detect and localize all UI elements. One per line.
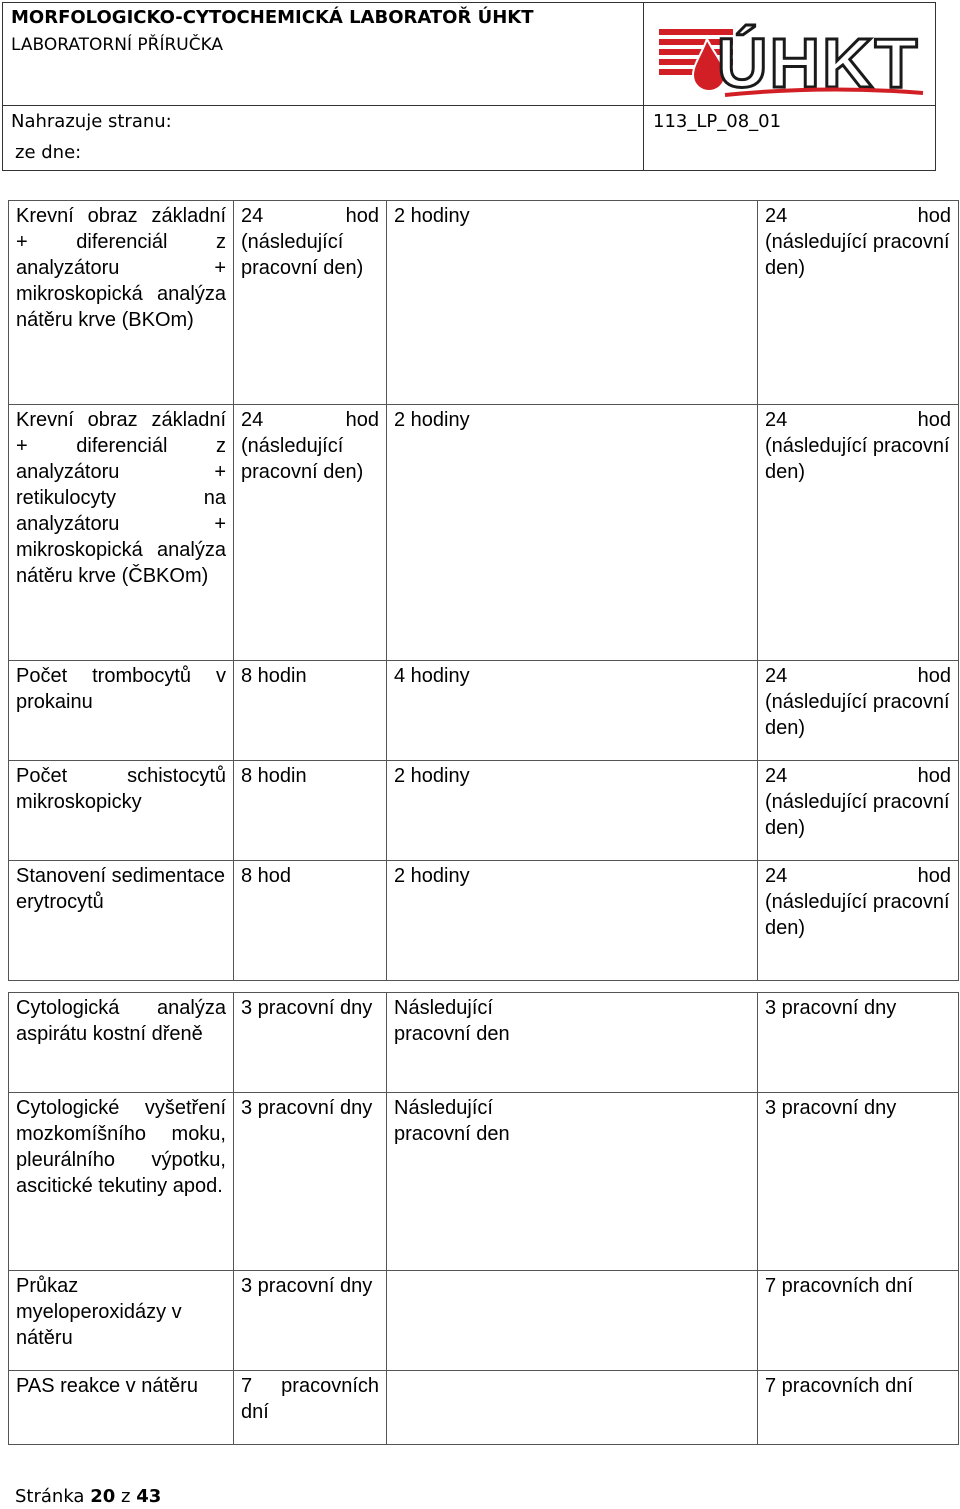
tat-note: (následující pracovní den) (241, 231, 364, 279)
result-unit: hod (917, 765, 951, 787)
turnaround-table (8, 200, 959, 1445)
logo-lettering: ÚHKT (717, 24, 920, 101)
tat-hours: 24 (241, 409, 264, 431)
table-row (9, 405, 959, 661)
tat-cell: 3 pracovní dny (234, 993, 387, 1093)
result-tat-cell: 3 pracovní dny (758, 1093, 959, 1271)
page-number: 20 (90, 1486, 116, 1507)
test-name-cell: Počet trombocytů v prokainu (9, 661, 234, 761)
table-row (9, 661, 959, 761)
result-hours: 24 (765, 665, 788, 687)
test-name-cell: Krevní obraz základní + diferenciál z analyzátoru + mikroskopická analýza nátěru krve (BKOm) (9, 201, 234, 405)
of-label: z (121, 1486, 131, 1507)
urgent-tat-cell: 4 hodiny (387, 661, 758, 761)
tat-unit: hod (345, 205, 379, 227)
tat-cell: 7 pracovních dní (234, 1371, 387, 1445)
result-tat-cell (758, 761, 959, 861)
tat-cell: 3 pracovní dny (234, 1093, 387, 1271)
test-name-cell: Krevní obraz základní + diferenciál z analyzátoru + retikulocyty na analyzátoru + mikroskopická analýza nátěru krve (ČBKOm) (9, 405, 234, 661)
table-row (9, 761, 959, 861)
table-row (9, 993, 959, 1093)
urgent-tat-cell (387, 1371, 758, 1445)
urgent-tat-cell (387, 1093, 758, 1271)
result-hours: 24 (765, 205, 788, 227)
tat-hours: 24 (241, 205, 264, 227)
doc-code: 113_LP_08_01 (653, 111, 782, 132)
result-hours: 24 (765, 865, 788, 887)
lab-name: MORFOLOGICKO-CYTOCHEMICKÁ LABORATOŘ ÚHKT (11, 7, 534, 28)
urgent-tat-cell (387, 1271, 758, 1371)
tat-cell: 8 hod (234, 861, 387, 981)
table-row (9, 1371, 959, 1445)
date-label: ze dne: (15, 142, 82, 163)
result-hours: 24 (765, 409, 788, 431)
test-name-cell: Cytologické vyšetření mozkomíšního moku, pleurálního výpotku, ascitické tekutiny apod. (9, 1093, 234, 1271)
table-row (9, 1093, 959, 1271)
result-note: (následující pracovní den) (765, 691, 950, 739)
test-name-cell: Průkaz myeloperoxidázy v nátěru (9, 1271, 234, 1371)
header-divider-horizontal (3, 105, 935, 106)
result-tat-cell (758, 661, 959, 761)
page-footer (15, 1486, 161, 1507)
result-note: (následující pracovní den) (765, 231, 950, 279)
page-total: 43 (136, 1486, 162, 1507)
result-tat-cell (758, 201, 959, 405)
table-row (9, 861, 959, 981)
urgent-tat-cell: 2 hodiny (387, 761, 758, 861)
result-tat-cell (758, 861, 959, 981)
manual-title: LABORATORNÍ PŘÍRUČKA (11, 35, 224, 55)
result-note: (následující pracovní den) (765, 791, 950, 839)
urgent-tat-cell: 2 hodiny (387, 861, 758, 981)
test-name-cell: Cytologická analýza aspirátu kostní dřeně (9, 993, 234, 1093)
result-tat-cell: 3 pracovní dny (758, 993, 959, 1093)
tat-cell (234, 201, 387, 405)
tat-cell: 8 hodin (234, 761, 387, 861)
result-note: (následující pracovní den) (765, 435, 950, 483)
result-unit: hod (917, 665, 951, 687)
result-note: (následující pracovní den) (765, 891, 950, 939)
uhkt-logo (655, 15, 931, 101)
tat-cell: 3 pracovní dny (234, 1271, 387, 1371)
urgent-tat-text: Následující pracovní den (394, 1097, 510, 1145)
tat-unit: hod (345, 409, 379, 431)
test-name-cell: Stanovení sedimentace erytrocytů (9, 861, 234, 981)
result-unit: hod (917, 409, 951, 431)
table-section-gap (9, 981, 959, 993)
tat-cell (234, 405, 387, 661)
table-row (9, 1271, 959, 1371)
replaces-label: Nahrazuje stranu: (11, 111, 172, 132)
result-unit: hod (917, 205, 951, 227)
urgent-tat-cell: 2 hodiny (387, 201, 758, 405)
test-name-cell: Počet schistocytů mikroskopicky (9, 761, 234, 861)
result-tat-cell (758, 405, 959, 661)
result-unit: hod (917, 865, 951, 887)
urgent-tat-text: Následující pracovní den (394, 997, 510, 1045)
test-name-cell: PAS reakce v nátěru (9, 1371, 234, 1445)
header-divider-vertical (643, 3, 644, 170)
result-hours: 24 (765, 765, 788, 787)
urgent-tat-cell: 2 hodiny (387, 405, 758, 661)
table-row (9, 201, 959, 405)
tat-cell: 8 hodin (234, 661, 387, 761)
tat-note: (následující pracovní den) (241, 435, 364, 483)
urgent-tat-cell (387, 993, 758, 1093)
result-tat-cell: 7 pracovních dní (758, 1371, 959, 1445)
page-label: Stránka (15, 1486, 85, 1507)
result-tat-cell: 7 pracovních dní (758, 1271, 959, 1371)
document-header (2, 2, 936, 171)
